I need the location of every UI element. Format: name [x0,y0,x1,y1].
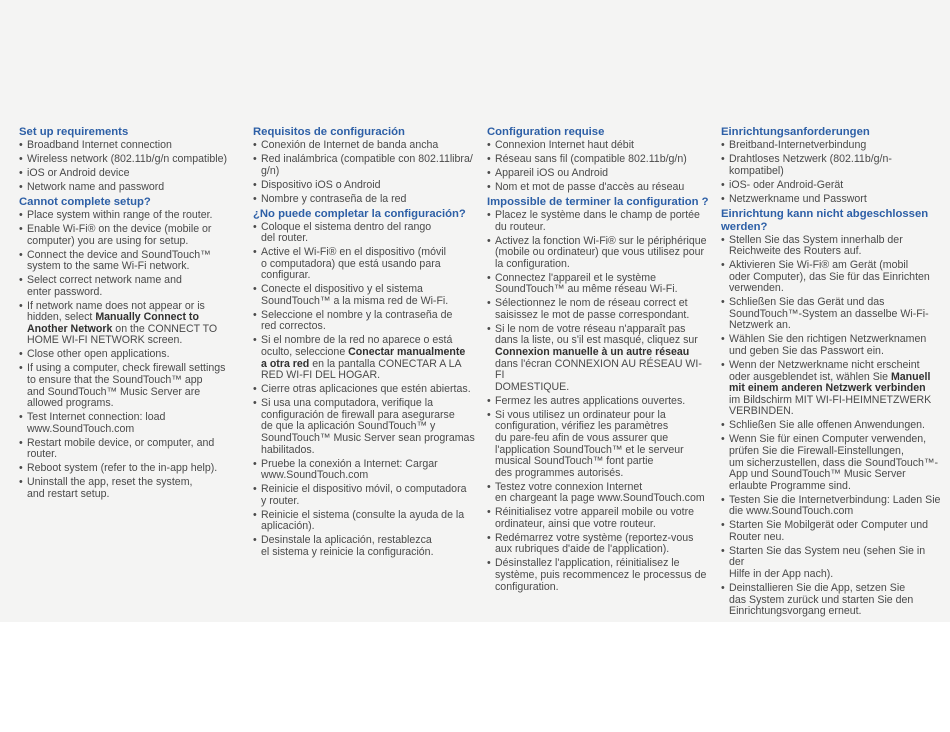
list-item: • Reinicie el sistema (consulte la ayuda de la aplicación). [253,510,475,533]
troubleshoot-list [253,222,475,559]
troubleshoot-list [721,235,941,618]
list-item: • Restart mobile device, or computer, and router. [19,438,241,461]
item-emphasis: Conectar manualmente a otra red [261,346,466,370]
list-item: • Starten Sie das System neu (sehen Sie in der Hilfe in der App nach). [721,546,941,581]
list-item: • Fermez les autres applications ouvertes. [487,396,709,408]
troubleshoot-heading: Cannot complete setup? [19,195,151,208]
list-item: • Si usa una computadora, verifique la configuración de firewall para asegurarse de que la aplicación SoundTouch™ y SoundTouch™ Music Server sean programas habilitados. [253,398,475,456]
list-item: • Close other open applications. [19,349,241,361]
item-text: im Bildschirm MIT WI-FI-HEIMNETZWERK VERBINDEN. [729,393,932,418]
list-item: • Cierre otras aplicaciones que estén abiertas. [253,384,475,396]
troubleshoot-list [19,210,241,501]
list-item [253,335,475,381]
list-item: • Enable Wi-Fi® on the device (mobile or computer) you are using for setup. [19,224,241,247]
column-german [721,126,941,620]
list-item: • Breitband-Internetverbindung [721,140,941,152]
list-item: • Nombre y contraseña de la red [253,194,475,206]
list-item: • Redémarrez votre système (reportez-vous aux rubriques d'aide de l'application). [487,533,709,556]
list-item: • iOS- oder Android-Gerät [721,180,941,192]
list-item: • Dispositivo iOS o Android [253,180,475,192]
list-item: • iOS or Android device [19,168,241,180]
requirements-list [253,140,475,205]
list-item: • Uninstall the app, reset the system, and restart setup. [19,477,241,500]
item-text: If network name does not appear or is hidden, select [27,299,205,324]
list-item: • Drahtloses Netzwerk (802.11b/g/n- kompatibel) [721,154,941,177]
item-text: en la pantalla CONECTAR A LA RED WI-FI DEL HOGAR. [261,357,462,382]
requirements-list [487,140,709,194]
list-item: • Placez le système dans le champ de portée du routeur. [487,210,709,233]
list-item: • Aktivieren Sie Wi-Fi® am Gerät (mobil oder Computer), das Sie für das Einrichten verwenden. [721,260,941,295]
troubleshoot-heading: ¿No puede completar la configuración? [253,207,466,220]
list-item: • Stellen Sie das System innerhalb der Reichweite des Routers auf. [721,235,941,258]
list-item: • Seleccione el nombre y la contraseña de red correctos. [253,310,475,333]
list-item: • Connectez l'appareil et le système SoundTouch™ au même réseau Wi-Fi. [487,273,709,296]
list-item: • Network name and password [19,182,241,194]
requirements-heading: Configuration requise [487,126,605,138]
item-text: Si le nom de votre réseau n'apparaît pas dans la liste, ou s'il est masqué, cliquez sur [495,322,698,347]
list-item: • Sélectionnez le nom de réseau correct et saisissez le mot de passe correspondant. [487,298,709,321]
list-item: • Conecte el dispositivo y el sistema SoundTouch™ a la misma red de Wi-Fi. [253,284,475,307]
list-item: • Schließen Sie alle offenen Anwendungen. [721,420,941,432]
list-item: • Wireless network (802.11b/g/n compatible) [19,154,241,166]
list-item: • Coloque el sistema dentro del rango del router. [253,222,475,245]
list-item: • Nom et mot de passe d'accès au réseau [487,182,709,194]
list-item: • Activez la fonction Wi-Fi® sur le périphérique (mobile ou ordinateur) que vous utilisez pour la configuration. [487,236,709,271]
item-text: Si el nombre de la red no aparece o está oculto, seleccione [261,334,453,359]
column-english [19,126,241,503]
list-item [19,301,241,347]
list-item: • Wenn Sie für einen Computer verwenden, prüfen Sie die Firewall-Einstellungen, um sicherzustellen, dass die SoundTouch™- App und SoundTouch™ Music Server erlaubte Programme sind. [721,434,941,492]
troubleshoot-heading: Impossible de terminer la configuration ? [487,195,709,208]
troubleshoot-heading: Einrichtung kann nicht abgeschlossen werden? [721,207,929,233]
list-item: • Starten Sie Mobilgerät oder Computer und Router neu. [721,520,941,543]
list-item: • Pruebe la conexión a Internet: Cargar www.SoundTouch.com [253,459,475,482]
list-item: • Deinstallieren Sie die App, setzen Sie das System zurück und starten Sie den Einrichtungsvorgang erneut. [721,583,941,618]
list-item: • Réseau sans fil (compatible 802.11b/g/n) [487,154,709,166]
list-item: • Connect the device and SoundTouch™ system to the same Wi-Fi network. [19,250,241,273]
requirements-list [19,140,241,194]
list-item [487,324,709,394]
list-item: • Active el Wi-Fi® en el dispositivo (móvil o computadora) que está usando para configurar. [253,247,475,282]
requirements-heading: Set up requirements [19,126,129,138]
list-item: • Netzwerkname und Passwort [721,194,941,206]
column-spanish [253,126,475,561]
list-item: • Conexión de Internet de banda ancha [253,140,475,152]
list-item: • Select correct network name and enter password. [19,275,241,298]
item-text: on the CONNECT TO HOME WI-FI NETWORK screen. [27,322,218,347]
list-item: • Testen Sie die Internetverbindung: Laden Sie die www.SoundTouch.com [721,495,941,518]
list-item: • Réinitialisez votre appareil mobile ou votre ordinateur, ainsi que votre routeur. [487,507,709,530]
list-item: • Connexion Internet haut débit [487,140,709,152]
list-item: • Test Internet connection: load www.SoundTouch.com [19,412,241,435]
item-emphasis: Connexion manuelle à un autre réseau [495,346,690,359]
list-item: • If using a computer, check firewall settings to ensure that the SoundTouch™ app and SoundTouch™ Music Server are allowed programs. [19,363,241,409]
item-text: Wenn der Netzwerkname nicht erscheint oder ausgeblendet ist, wählen Sie [729,359,920,383]
list-item: • Reboot system (refer to the in-app help). [19,463,241,475]
item-emphasis: Manually Connect to Another Network [27,311,199,335]
list-item: • Si vous utilisez un ordinateur pour la configuration, vérifiez les paramètres du pare-feu afin de vous assurer que l'application SoundTouch™ et le serveur musical SoundTouch™ font partie des programmes autorisés. [487,410,709,480]
requirements-heading: Requisitos de configuración [253,126,405,138]
list-item: • Place system within range of the router. [19,210,241,222]
list-item: • Appareil iOS ou Android [487,168,709,180]
list-item: • Désinstallez l'application, réinitialisez le système, puis recommencez le processus de configuration. [487,558,709,593]
list-item: • Wählen Sie den richtigen Netzwerknamen und geben Sie das Passwort ein. [721,334,941,357]
troubleshoot-list [487,210,709,593]
list-item: • Schließen Sie das Gerät und das SoundTouch™-System an dasselbe Wi-Fi- Netzwerk an. [721,297,941,332]
column-french [487,126,709,596]
requirements-list [721,140,941,205]
list-item: • Broadband Internet connection [19,140,241,152]
list-item: • Reinicie el dispositivo móvil, o computadora y router. [253,484,475,507]
list-item: • Red inalámbrica (compatible con 802.11libra/ g/n) [253,154,475,177]
list-item [721,360,941,418]
list-item: • Testez votre connexion Internet en chargeant la page www.SoundTouch.com [487,482,709,505]
list-item: • Desinstale la aplicación, restablezca el sistema y reinicie la configuración. [253,535,475,558]
item-emphasis: Manuell mit einem anderen Netzwerk verbinden [729,370,931,395]
item-text: dans l'écran CONNEXION AU RÉSEAU WI-FI DOMESTIQUE. [495,357,702,393]
requirements-heading: Einrichtungsanforderungen [721,126,870,138]
